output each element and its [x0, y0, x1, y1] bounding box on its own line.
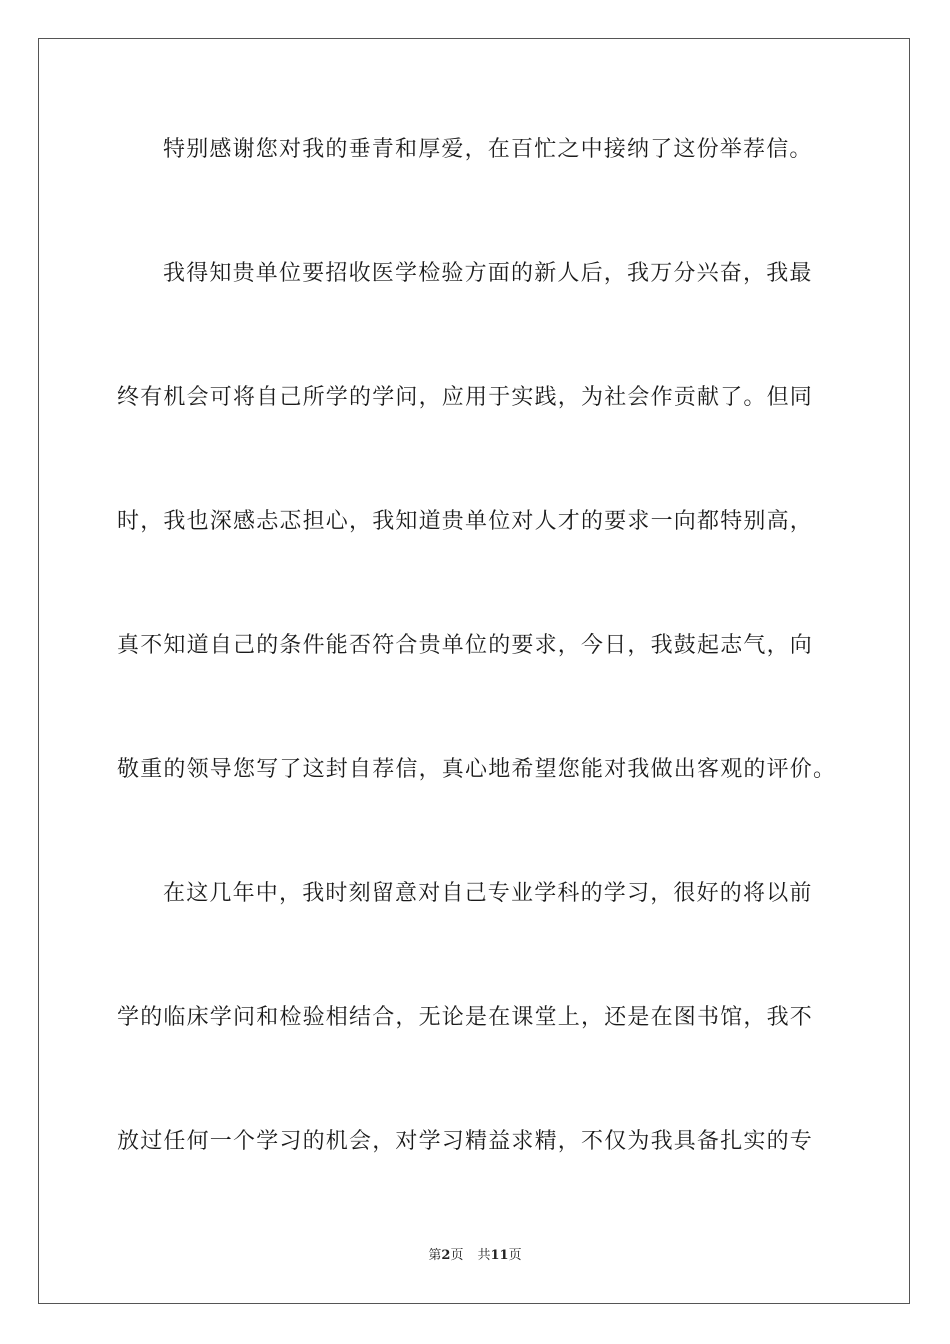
text-line: 学的临床学问和检验相结合，无论是在课堂上，还是在图书馆，我不 [117, 1005, 814, 1030]
page-border [38, 38, 910, 1304]
total-suffix: 页 [508, 1248, 522, 1263]
total-pages: 11 [490, 1248, 509, 1263]
text-line: 终有机会可将自己所学的学问，应用于实践，为社会作贡献了。但同 [117, 385, 814, 410]
text-line: 特别感谢您对我的垂青和厚爱，在百忙之中接纳了这份举荐信。 [163, 137, 813, 162]
text-line: 时，我也深感忐忑担心，我知道贵单位对人才的要求一向都特别高， [117, 509, 814, 534]
text-line: 我得知贵单位要招收医学检验方面的新人后，我万分兴奋，我最 [163, 261, 813, 286]
text-line: 真不知道自己的条件能否符合贵单位的要求，今日，我鼓起志气，向 [117, 633, 814, 658]
page-suffix: 页 [450, 1248, 464, 1263]
page-number: 2 [441, 1248, 451, 1263]
page-prefix: 第 [428, 1248, 442, 1263]
text-line: 敬重的领导您写了这封自荐信，真心地希望您能对我做出客观的评价。 [117, 757, 837, 782]
text-line: 在这几年中，我时刻留意对自己专业学科的学习，很好的将以前 [163, 881, 813, 906]
page-footer [0, 1246, 950, 1266]
text-line: 放过任何一个学习的机会，对学习精益求精，不仅为我具备扎实的专 [117, 1129, 814, 1154]
total-prefix: 共 [477, 1248, 491, 1263]
